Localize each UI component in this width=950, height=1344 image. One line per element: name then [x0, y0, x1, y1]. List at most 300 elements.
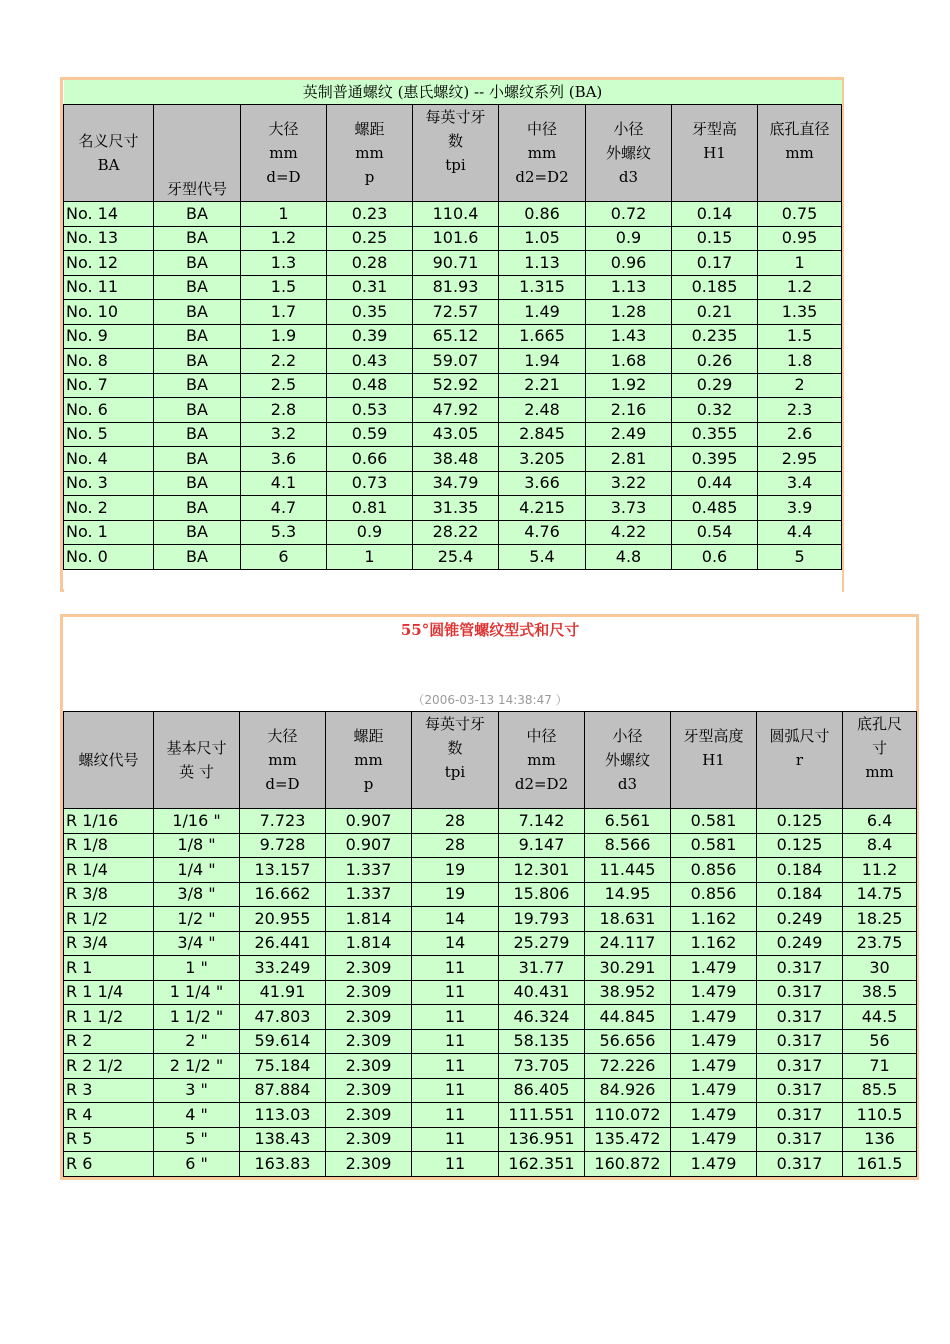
table-cell: 1.479: [671, 1078, 757, 1103]
table-cell: BA: [154, 471, 241, 496]
table-cell: 1.43: [586, 324, 672, 349]
t1-header-pitch-diameter: 中径 mm d2=D2: [499, 105, 586, 202]
table-cell: 0.54: [672, 520, 758, 545]
spacer: [64, 643, 917, 689]
t1-header-tap-drill: 底孔直径 mm: [758, 105, 842, 202]
table-cell: 1.337: [326, 858, 412, 883]
table-cell: 1.814: [326, 907, 412, 932]
table-cell: No. 1: [64, 520, 154, 545]
table-cell: 0.81: [327, 496, 413, 521]
table-cell: 0.25: [327, 226, 413, 251]
table-cell: 0.485: [672, 496, 758, 521]
table-cell: 1 1/2 ": [154, 1005, 240, 1030]
table-cell: BA: [154, 447, 241, 472]
table-cell: 1: [758, 251, 842, 276]
table-cell: R 5: [64, 1127, 154, 1152]
table-cell: 11: [412, 980, 499, 1005]
table-cell: 3/4 ": [154, 931, 240, 956]
table-cell: 0.317: [757, 956, 843, 981]
table-cell: 1.665: [499, 324, 586, 349]
table-cell: 0.317: [757, 1029, 843, 1054]
table-cell: 1: [241, 202, 327, 227]
table-cell: 0.26: [672, 349, 758, 374]
table-cell: 44.5: [843, 1005, 917, 1030]
table-cell: 8.4: [843, 833, 917, 858]
table-cell: 0.185: [672, 275, 758, 300]
table-cell: 1.479: [671, 1029, 757, 1054]
t1-header-nominal: 名义尺寸 BA: [64, 105, 154, 202]
table-cell: 0.86: [499, 202, 586, 227]
table-cell: 1/8 ": [154, 833, 240, 858]
table-cell: 110.4: [413, 202, 499, 227]
table-cell: R 2 1/2: [64, 1054, 154, 1079]
table-cell: BA: [154, 520, 241, 545]
table-cell: 26.441: [240, 931, 326, 956]
table-cell: 1.92: [586, 373, 672, 398]
table-row: [64, 1103, 917, 1128]
table-cell: 65.12: [413, 324, 499, 349]
table-cell: R 3/8: [64, 882, 154, 907]
table-cell: 0.317: [757, 1054, 843, 1079]
table-row: [64, 226, 842, 251]
table-cell: 1.2: [758, 275, 842, 300]
table-cell: 0.184: [757, 858, 843, 883]
table-cell: 1.94: [499, 349, 586, 374]
table-cell: 4 ": [154, 1103, 240, 1128]
table-cell: 75.184: [240, 1054, 326, 1079]
table-cell: 161.5: [843, 1152, 917, 1177]
table-cell: 2.309: [326, 1103, 412, 1128]
table-cell: 47.803: [240, 1005, 326, 1030]
table-cell: 7.142: [499, 809, 585, 834]
table-cell: 14: [412, 907, 499, 932]
table-cell: BA: [154, 373, 241, 398]
table-cell: 0.581: [671, 833, 757, 858]
table-cell: 1.479: [671, 1127, 757, 1152]
table-cell: 3.73: [586, 496, 672, 521]
table-cell: 1.479: [671, 980, 757, 1005]
table-cell: 1.337: [326, 882, 412, 907]
table-cell: No. 12: [64, 251, 154, 276]
table-cell: 18.631: [585, 907, 671, 932]
table-cell: No. 10: [64, 300, 154, 325]
table-cell: 111.551: [499, 1103, 585, 1128]
table-cell: 18.25: [843, 907, 917, 932]
table-cell: R 1/2: [64, 907, 154, 932]
table-row: [64, 496, 842, 521]
table-cell: No. 5: [64, 422, 154, 447]
table-cell: No. 8: [64, 349, 154, 374]
table-cell: 56: [843, 1029, 917, 1054]
table-row: [64, 202, 842, 227]
table-cell: 84.926: [585, 1078, 671, 1103]
table-cell: R 1: [64, 956, 154, 981]
table-cell: BA: [154, 275, 241, 300]
table-cell: 30: [843, 956, 917, 981]
table-cell: 0.6: [672, 545, 758, 570]
table-cell: 1.28: [586, 300, 672, 325]
table-cell: 23.75: [843, 931, 917, 956]
table-cell: 3.4: [758, 471, 842, 496]
table-cell: 28.22: [413, 520, 499, 545]
table-cell: 2.309: [326, 1029, 412, 1054]
table-cell: BA: [154, 398, 241, 423]
table-cell: 0.184: [757, 882, 843, 907]
table-cell: 3.6: [241, 447, 327, 472]
table-row: [64, 980, 917, 1005]
t2-header-thread-height: 牙型高度 H1: [671, 712, 757, 809]
table-cell: 38.48: [413, 447, 499, 472]
table-cell: 11: [412, 1029, 499, 1054]
table-cell: 4.22: [586, 520, 672, 545]
table-cell: 47.92: [413, 398, 499, 423]
table-cell: 4.7: [241, 496, 327, 521]
table-cell: 2.309: [326, 1078, 412, 1103]
table-row: [64, 520, 842, 545]
table-cell: 0.395: [672, 447, 758, 472]
table-cell: 2.845: [499, 422, 586, 447]
table-cell: 34.79: [413, 471, 499, 496]
table-cell: 2.8: [241, 398, 327, 423]
table-cell: 136.951: [499, 1127, 585, 1152]
table-cell: BA: [154, 202, 241, 227]
table-cell: 2.49: [586, 422, 672, 447]
table-cell: 41.91: [240, 980, 326, 1005]
t1-header-pitch: 螺距 mm p: [327, 105, 413, 202]
table-cell: 1/2 ": [154, 907, 240, 932]
table-cell: 85.5: [843, 1078, 917, 1103]
table-cell: 0.96: [586, 251, 672, 276]
t2-header-arc-radius: 圆弧尺寸 r: [757, 712, 843, 809]
table-cell: 7.723: [240, 809, 326, 834]
table-cell: 11.2: [843, 858, 917, 883]
table-cell: 86.405: [499, 1078, 585, 1103]
table-cell: 0.28: [327, 251, 413, 276]
table-cell: 43.05: [413, 422, 499, 447]
t1-header-major-diameter: 大径 mm d=D: [241, 105, 327, 202]
table-cell: 2.16: [586, 398, 672, 423]
table-cell: 2.309: [326, 1127, 412, 1152]
table-cell: 1.9: [241, 324, 327, 349]
table-cell: 16.662: [240, 882, 326, 907]
t2-header-thread-code: 螺纹代号: [64, 712, 154, 809]
table-cell: 2: [758, 373, 842, 398]
table-cell: 1: [327, 545, 413, 570]
t1-header-thread-height: 牙型高 H1: [672, 105, 758, 202]
table-cell: 1.49: [499, 300, 586, 325]
table-cell: 71: [843, 1054, 917, 1079]
table-cell: 0.317: [757, 1078, 843, 1103]
table-cell: R 1/16: [64, 809, 154, 834]
table-row: [64, 398, 842, 423]
table-cell: 0.9: [327, 520, 413, 545]
table-cell: 160.872: [585, 1152, 671, 1177]
table-row: [64, 1078, 917, 1103]
t2-header-pitch-diameter: 中径 mm d2=D2: [499, 712, 585, 809]
table-cell: 5 ": [154, 1127, 240, 1152]
table-row: [64, 422, 842, 447]
table-row: [64, 251, 842, 276]
t2-header-basic-size: 基本尺寸 英 寸: [154, 712, 240, 809]
table-cell: R 6: [64, 1152, 154, 1177]
table-cell: 11: [412, 1054, 499, 1079]
table-cell: 24.117: [585, 931, 671, 956]
table-row: [64, 1029, 917, 1054]
table-cell: 11: [412, 1152, 499, 1177]
table-cell: 11: [412, 1103, 499, 1128]
table-cell: 0.14: [672, 202, 758, 227]
t2-header-tpi: 每英寸牙 数 tpi: [412, 712, 499, 809]
table-cell: 1.479: [671, 1005, 757, 1030]
table-cell: 4.76: [499, 520, 586, 545]
table-cell: 72.226: [585, 1054, 671, 1079]
table-row: [64, 1152, 917, 1177]
table-cell: 30.291: [585, 956, 671, 981]
table-cell: 0.72: [586, 202, 672, 227]
table-cell: 1.814: [326, 931, 412, 956]
table-cell: 2.309: [326, 1152, 412, 1177]
table-cell: 14: [412, 931, 499, 956]
table-cell: 0.66: [327, 447, 413, 472]
table-cell: 1.5: [758, 324, 842, 349]
table-cell: 59.07: [413, 349, 499, 374]
table-cell: BA: [154, 251, 241, 276]
table-cell: R 1/8: [64, 833, 154, 858]
table-cell: 2.3: [758, 398, 842, 423]
table-cell: R 1 1/4: [64, 980, 154, 1005]
table-row: [64, 956, 917, 981]
table-cell: 3/8 ": [154, 882, 240, 907]
table-cell: 5.3: [241, 520, 327, 545]
table-cell: 0.48: [327, 373, 413, 398]
table-cell: No. 3: [64, 471, 154, 496]
table-cell: 25.279: [499, 931, 585, 956]
table-cell: 0.907: [326, 809, 412, 834]
table-cell: 1.7: [241, 300, 327, 325]
table-cell: 0.317: [757, 980, 843, 1005]
table-cell: 110.072: [585, 1103, 671, 1128]
table-cell: BA: [154, 349, 241, 374]
table-cell: BA: [154, 545, 241, 570]
table-cell: 2.309: [326, 956, 412, 981]
table-cell: 0.21: [672, 300, 758, 325]
table-cell: 1 1/4 ": [154, 980, 240, 1005]
table-cell: 2.309: [326, 1005, 412, 1030]
table-cell: 14.75: [843, 882, 917, 907]
table-cell: 1 ": [154, 956, 240, 981]
t2-header-tap-drill: 底孔尺 寸 mm: [843, 712, 917, 809]
table-cell: No. 14: [64, 202, 154, 227]
table-cell: 6 ": [154, 1152, 240, 1177]
table-cell: 1/16 ": [154, 809, 240, 834]
table-cell: 2.309: [326, 980, 412, 1005]
table-cell: 90.71: [413, 251, 499, 276]
t1-header-type-code: 牙型代号: [154, 105, 241, 202]
table-cell: R 3/4: [64, 931, 154, 956]
table-cell: 8.566: [585, 833, 671, 858]
table-row: [64, 349, 842, 374]
t2-header-minor-diameter: 小径 外螺纹 d3: [585, 712, 671, 809]
table-cell: 52.92: [413, 373, 499, 398]
table-cell: No. 2: [64, 496, 154, 521]
table-cell: 72.57: [413, 300, 499, 325]
table-cell: 9.147: [499, 833, 585, 858]
table-cell: 0.95: [758, 226, 842, 251]
table-cell: 101.6: [413, 226, 499, 251]
table1-title: 英制普通螺纹 (惠氏螺纹) -- 小螺纹系列 (BA): [64, 80, 842, 105]
table-cell: 0.32: [672, 398, 758, 423]
table-cell: 40.431: [499, 980, 585, 1005]
table-cell: No. 4: [64, 447, 154, 472]
table-cell: 0.125: [757, 809, 843, 834]
table-cell: 0.53: [327, 398, 413, 423]
table-cell: 13.157: [240, 858, 326, 883]
table-cell: 1.13: [586, 275, 672, 300]
table-cell: 0.31: [327, 275, 413, 300]
table-cell: 38.5: [843, 980, 917, 1005]
table-cell: 0.856: [671, 882, 757, 907]
table-cell: 163.83: [240, 1152, 326, 1177]
table-row: [64, 373, 842, 398]
table2-title: 55°圆锥管螺纹型式和尺寸: [400, 620, 580, 639]
table-cell: 19: [412, 882, 499, 907]
table-cell: 0.73: [327, 471, 413, 496]
table-cell: 0.581: [671, 809, 757, 834]
table-row: [64, 1127, 917, 1152]
table-cell: 5.4: [499, 545, 586, 570]
table-cell: 73.705: [499, 1054, 585, 1079]
table-cell: 4.4: [758, 520, 842, 545]
table-cell: R 3: [64, 1078, 154, 1103]
table-cell: 1.8: [758, 349, 842, 374]
table-row: [64, 809, 917, 834]
table-cell: 2.5: [241, 373, 327, 398]
ba-thread-panel: [60, 77, 844, 592]
table-cell: 1.315: [499, 275, 586, 300]
ba-thread-table: [63, 80, 842, 592]
table-cell: 0.317: [757, 1127, 843, 1152]
table-cell: R 1/4: [64, 858, 154, 883]
table-cell: 0.35: [327, 300, 413, 325]
table-cell: 0.317: [757, 1103, 843, 1128]
table-cell: 0.39: [327, 324, 413, 349]
table-cell: 58.135: [499, 1029, 585, 1054]
table-cell: 1.479: [671, 1103, 757, 1128]
table-cell: 33.249: [240, 956, 326, 981]
pipe-thread-table: [63, 617, 917, 1177]
table-cell: 28: [412, 809, 499, 834]
t1-header-minor-diameter: 小径 外螺纹 d3: [586, 105, 672, 202]
table-cell: No. 13: [64, 226, 154, 251]
table-cell: 0.355: [672, 422, 758, 447]
table-row: [64, 447, 842, 472]
table-cell: 2.81: [586, 447, 672, 472]
table-cell: 0.235: [672, 324, 758, 349]
table-cell: 1.35: [758, 300, 842, 325]
table-cell: 1.13: [499, 251, 586, 276]
table-cell: 3.66: [499, 471, 586, 496]
table-cell: 11: [412, 1005, 499, 1030]
table-row: [64, 907, 917, 932]
table-cell: 136: [843, 1127, 917, 1152]
table-cell: 1.2: [241, 226, 327, 251]
table-cell: R 4: [64, 1103, 154, 1128]
table-cell: 6.561: [585, 809, 671, 834]
table-cell: 4.215: [499, 496, 586, 521]
table-cell: 113.03: [240, 1103, 326, 1128]
table-cell: 0.856: [671, 858, 757, 883]
table-row: [64, 545, 842, 570]
table-cell: 1.162: [671, 907, 757, 932]
empty-row: [64, 569, 842, 592]
table-cell: 4.8: [586, 545, 672, 570]
table-cell: 135.472: [585, 1127, 671, 1152]
table-cell: 59.614: [240, 1029, 326, 1054]
table-cell: 3.9: [758, 496, 842, 521]
table-cell: 11: [412, 1078, 499, 1103]
table-cell: 81.93: [413, 275, 499, 300]
table-cell: 6: [241, 545, 327, 570]
table-cell: 0.29: [672, 373, 758, 398]
table-cell: 1.05: [499, 226, 586, 251]
table-cell: BA: [154, 226, 241, 251]
table-cell: 19.793: [499, 907, 585, 932]
table-row: [64, 300, 842, 325]
table-cell: 2 ": [154, 1029, 240, 1054]
table-cell: 3.2: [241, 422, 327, 447]
table-row: [64, 1054, 917, 1079]
table-cell: 0.17: [672, 251, 758, 276]
table-cell: 0.9: [586, 226, 672, 251]
t1-header-tpi: 每英寸牙 数 tpi: [413, 105, 499, 202]
table-cell: 44.845: [585, 1005, 671, 1030]
table-cell: No. 9: [64, 324, 154, 349]
table-cell: 0.249: [757, 907, 843, 932]
table-cell: 0.75: [758, 202, 842, 227]
table-cell: 31.35: [413, 496, 499, 521]
table-cell: R 2: [64, 1029, 154, 1054]
table-cell: 0.317: [757, 1152, 843, 1177]
table-cell: 5: [758, 545, 842, 570]
table-cell: 87.884: [240, 1078, 326, 1103]
table-cell: 31.77: [499, 956, 585, 981]
table-cell: 2.95: [758, 447, 842, 472]
table-row: [64, 1005, 917, 1030]
table-cell: 38.952: [585, 980, 671, 1005]
table-cell: 28: [412, 833, 499, 858]
table-cell: 46.324: [499, 1005, 585, 1030]
table-row: [64, 882, 917, 907]
table-cell: 3 ": [154, 1078, 240, 1103]
table-cell: 2.6: [758, 422, 842, 447]
table-cell: 9.728: [240, 833, 326, 858]
table-cell: R 1 1/2: [64, 1005, 154, 1030]
pipe-thread-panel: [60, 614, 919, 1180]
table-cell: 12.301: [499, 858, 585, 883]
table-cell: 0.44: [672, 471, 758, 496]
table-cell: 25.4: [413, 545, 499, 570]
table-cell: 1.479: [671, 1054, 757, 1079]
table-cell: 2.21: [499, 373, 586, 398]
table-cell: 1.479: [671, 956, 757, 981]
table-cell: No. 11: [64, 275, 154, 300]
table-cell: 4.1: [241, 471, 327, 496]
table-cell: 15.806: [499, 882, 585, 907]
table-cell: 1.68: [586, 349, 672, 374]
table-row: [64, 931, 917, 956]
table-cell: 162.351: [499, 1152, 585, 1177]
table-cell: BA: [154, 300, 241, 325]
